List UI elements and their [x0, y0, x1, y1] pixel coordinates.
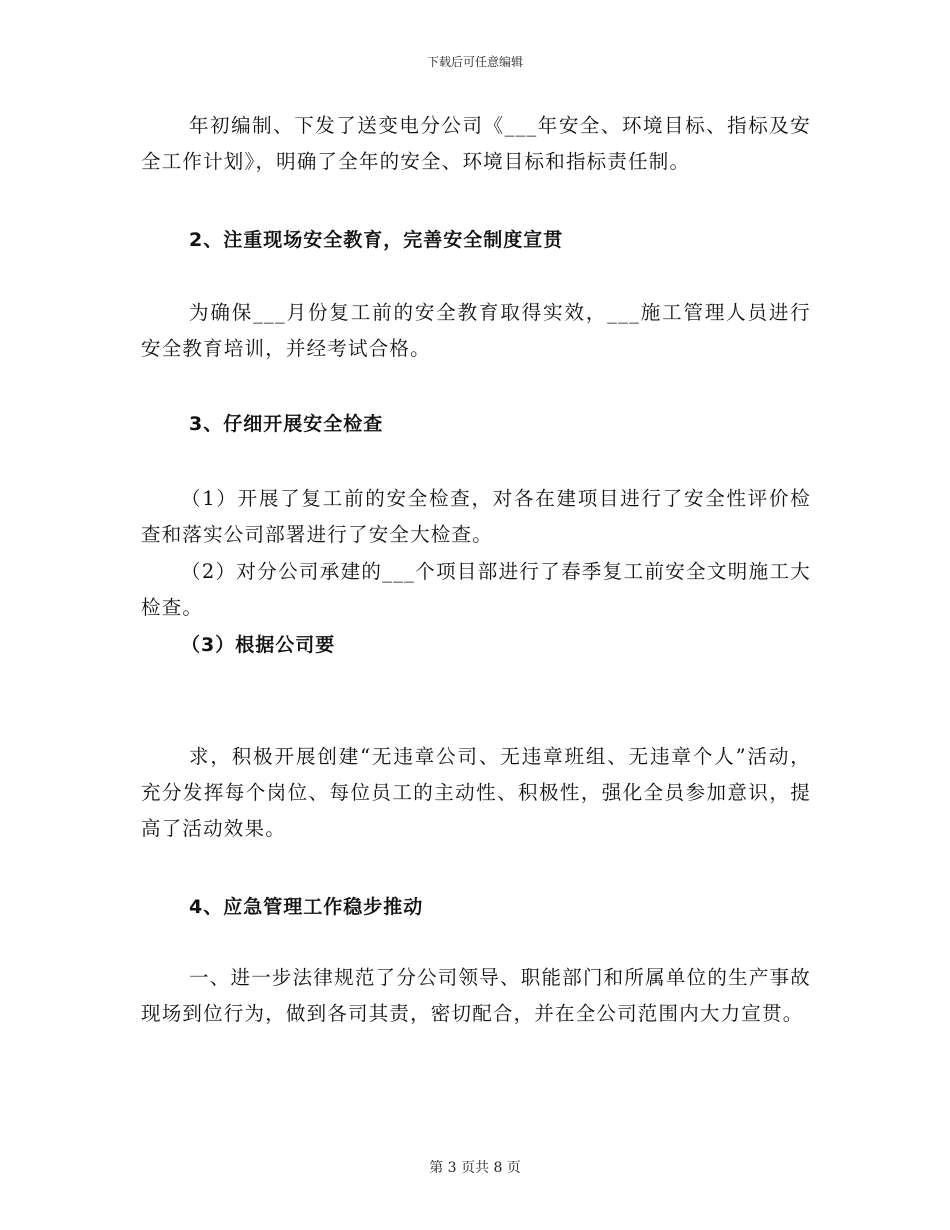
paragraph-emergency-management: 一、进一步法律规范了分公司领导、职能部门和所属单位的生产事故现场到位行为，做到各司其责，密切配合，并在全公司范围内大力宣贯。 — [141, 966, 811, 1025]
paragraph-safety-plan: 年初编制、下发了送变电分公司《___年安全、环境目标、指标及安全工作计划》，明确了全年的安全、环境目标和指标责任制。 — [141, 114, 811, 173]
paragraph-safety-education: 为确保___月份复工前的安全教育取得实效，___施工管理人员进行安全教育培训，并经考试合格。 — [141, 301, 811, 360]
paragraph-no-violation-campaign: 求，积极开展创建“无违章公司、无违章班组、无违章个人”活动，充分发挥每个岗位、每位员工的主动性、积极性，强化全员参加意识，提高了活动效果。 — [141, 745, 811, 840]
section-heading-2: 2、注重现场安全教育，完善安全制度宣贯 — [189, 229, 564, 251]
section-heading-3: 3、仔细开展安全检查 — [189, 413, 384, 435]
list-item-1: （1）开展了复工前的安全检查，对各在建项目进行了安全性评价检查和落实公司部署进行了安全大检查。 — [141, 487, 811, 546]
page-header: 下载后可任意编辑 — [426, 55, 523, 69]
list-item-2: （2）对分公司承建的___个项目部进行了春季复工前安全文明施工大检查。 — [141, 560, 811, 619]
section-heading-4: 4、应急管理工作稳步推动 — [189, 896, 424, 918]
page-footer: 第 3 页共 8 页 — [429, 1160, 521, 1176]
list-item-3: （3）根据公司要 — [181, 634, 336, 656]
